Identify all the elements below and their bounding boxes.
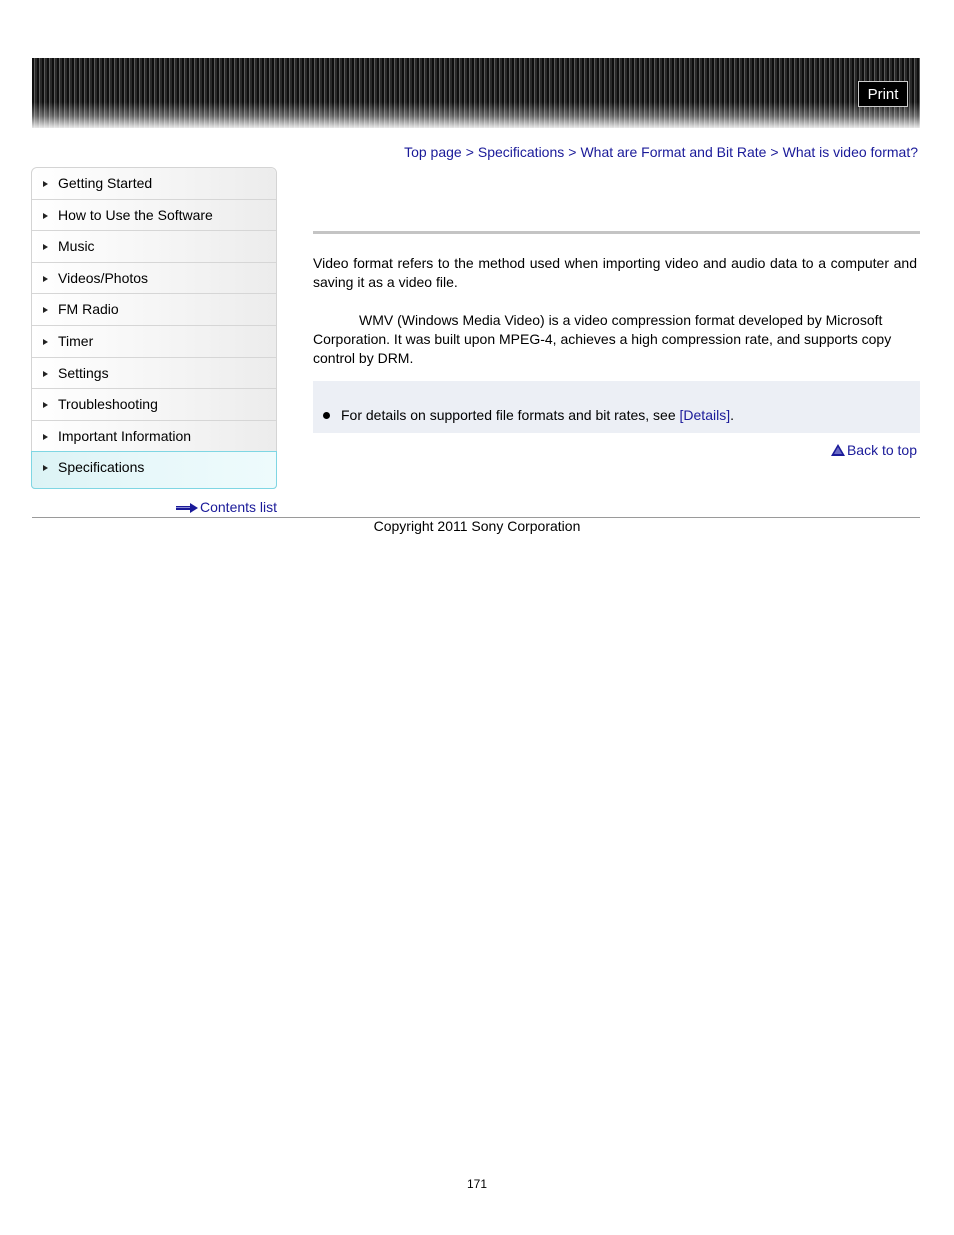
sidebar-item-how-to-use-software[interactable] xyxy=(32,200,276,232)
print-button[interactable]: Print xyxy=(858,81,908,107)
breadcrumb-format-bit-rate[interactable]: What are Format and Bit Rate xyxy=(580,144,767,160)
breadcrumb-separator: > xyxy=(568,144,577,160)
bullet-icon xyxy=(323,412,330,419)
arrow-right-icon xyxy=(43,276,48,282)
breadcrumb xyxy=(404,144,918,160)
sidebar-item-label: Getting Started xyxy=(58,175,153,191)
arrow-right-icon xyxy=(176,500,198,516)
arrow-right-icon xyxy=(43,244,48,250)
breadcrumb-separator: > xyxy=(465,144,474,160)
sidebar-item-videos-photos[interactable] xyxy=(32,263,276,295)
sidebar-item-label: Specifications xyxy=(58,459,145,476)
sidebar-item-label: Music xyxy=(58,238,95,255)
intro-paragraph: Video format refers to the method used when importing video and audio data to a computer and saving it as a video file. xyxy=(313,255,917,290)
back-to-top-link[interactable] xyxy=(831,442,917,459)
contents-list-label: Contents list xyxy=(200,499,278,515)
sidebar-item-specifications[interactable] xyxy=(31,451,277,489)
page-number: 171 xyxy=(466,1177,488,1191)
arrow-right-icon xyxy=(43,181,48,187)
breadcrumb-separator: > xyxy=(770,144,779,160)
breadcrumb-specifications[interactable]: Specifications xyxy=(477,144,565,160)
sidebar-item-label: Videos/Photos xyxy=(58,269,149,286)
sidebar-nav xyxy=(31,167,277,489)
sidebar-item-label: Settings xyxy=(58,364,109,381)
arrow-right-icon xyxy=(43,371,48,377)
contents-list-link[interactable] xyxy=(176,499,277,516)
sidebar-item-settings[interactable] xyxy=(32,358,276,390)
sidebar-item-label: FM Radio xyxy=(58,301,119,318)
header-banner xyxy=(32,58,920,128)
sidebar-item-label: How to Use the Software xyxy=(58,206,213,223)
sidebar-item-label: Important Information xyxy=(58,427,192,444)
breadcrumb-top-page[interactable]: Top page xyxy=(404,144,462,160)
arrow-right-icon xyxy=(43,434,48,440)
wmv-description: WMV (Windows Media Video) is a video compression format developed by Microsoft Corporation. It was built upon MPEG-4, achieves a high compression rate, and supports copy control by DRM. xyxy=(313,312,892,366)
triangle-up-icon xyxy=(831,443,845,459)
sidebar-item-important-information[interactable] xyxy=(32,421,276,453)
sidebar-item-troubleshooting[interactable] xyxy=(32,389,276,421)
sidebar-item-fm-radio[interactable] xyxy=(32,294,276,326)
back-to-top-label: Back to top xyxy=(846,442,917,458)
breadcrumb-video-format[interactable]: What is video format? xyxy=(782,144,918,160)
wmv-paragraph xyxy=(313,311,917,368)
sidebar-item-label: Troubleshooting xyxy=(58,396,158,413)
arrow-right-icon xyxy=(43,339,48,345)
details-link[interactable]: [Details] xyxy=(679,407,731,423)
arrow-right-icon xyxy=(43,213,48,219)
sidebar-item-label: Timer xyxy=(58,332,94,349)
note-text-after: . xyxy=(730,407,734,423)
copyright-text: Copyright 2011 Sony Corporation xyxy=(373,518,581,534)
note-text-before: For details on supported file formats and bit rates, see xyxy=(341,407,680,423)
arrow-right-icon xyxy=(43,402,48,408)
sidebar-item-getting-started[interactable] xyxy=(32,168,276,200)
note-box xyxy=(313,381,920,433)
title-divider xyxy=(313,231,920,234)
note-text xyxy=(341,407,734,423)
arrow-right-icon xyxy=(43,307,48,313)
sidebar-item-timer[interactable] xyxy=(32,326,276,358)
sidebar-item-music[interactable] xyxy=(32,231,276,263)
arrow-right-icon xyxy=(43,465,48,471)
